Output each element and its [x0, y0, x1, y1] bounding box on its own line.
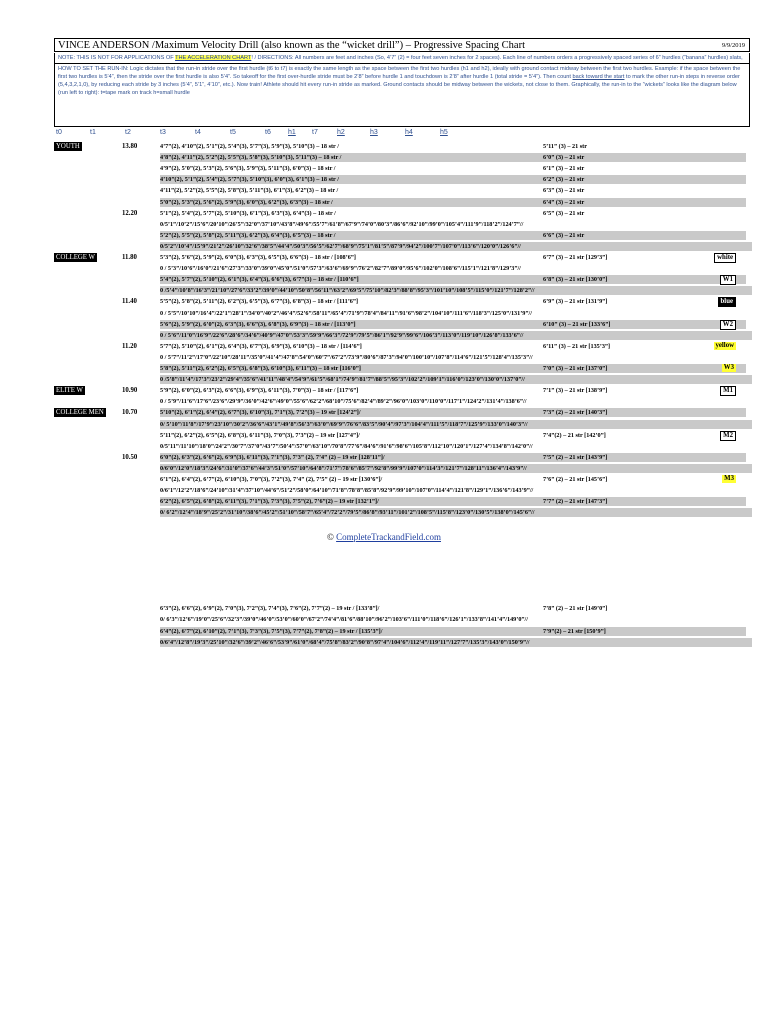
spacing-21-stride: 5’11” (3) – 21 str: [543, 143, 587, 150]
cumulative-distances: 0 /5’8”/11’4”/17’3”/23’2”/29’4”/35’6”/41’11”/48’4”/54’9”/61’5”/68’1”/74’9”/81’7”/88’5”/95’3”/102’2”/109’1”/116’0”/123’0”/130’0”/137’0”//: [160, 375, 752, 384]
spacing-18-stride: 5’8”(2), 5’11”(2), 6’2”(2), 6’5”(3), 6’8”(3), 6’10”(3), 6’11”(3) – 18 str [116’0”]: [160, 364, 540, 373]
cumulative-distances: 0 / 5’5”/10’10”/16’4”/22’1”/28’1”/34’0”/40’2”/46’4”/52’6”/58’11”/65’4”/71’9”/78’4”/84’11”/91’6”/98’2”/104’10”/111’6”/118’3”/125’0”/131’9”//: [160, 309, 532, 317]
cumulative-distances: 0/6’1”/12’2”/18’6”/24’10”/31’4”/37’10”/44’6”/51’2”/58’0”/64’10”/71’8”/78’8”/85’8”/92’9”/99’10”/107’0”/114’4”/121’8”/129’1”/136’6”/143’9”//: [160, 487, 534, 495]
table-row: [54, 320, 754, 329]
document-date: 9/9/2019: [721, 42, 745, 49]
cumulative-distances: 0/6’0”/12’0”/18’3”/24’6”/31’0”/37’6”/44’3”/51’0”/57’10”/64’8”/71’7”/78’6”/85’7”/92’8”/99’9”/107’0”/114’3”/121’7”/128’11”/136’4”/143’9”//: [160, 464, 752, 473]
table-row: [54, 408, 754, 417]
notes-box: [54, 53, 750, 64]
howto-underlined: back toward the start: [572, 74, 625, 81]
table-row: [54, 253, 754, 262]
target-time: 11.80: [122, 254, 137, 261]
howto-box: [54, 64, 750, 127]
color-tag: white: [714, 253, 736, 263]
notes-directions: ! / DIRECTIONS: All numbers are feet and inches (So, 4’7” (2) = four feet seven inches for 2 spaces). Each line of numbers orders a progressively spaced series of 6” hurdles (“banana” hurdles) slats,: [251, 55, 743, 61]
table-row: [54, 153, 754, 162]
table-row: [54, 264, 754, 273]
spacing-18-stride: 5’11”(2), 6’2”(2), 6’5”(2), 6’8”(3), 6’11”(3), 7’0”(3), 7’3”(2) – 19 str [127’4”]/: [160, 431, 360, 439]
table-row: [54, 508, 754, 517]
page-title: VINCE ANDERSON /Maximum Velocity Drill (also known as the “wicket drill”) – Progressive Spacing Chart: [58, 40, 525, 51]
table-row: [54, 420, 754, 429]
target-time: 13.80: [122, 143, 138, 150]
table-row: [54, 497, 754, 506]
cumulative-distances: 0/ 6’3”/12’6”/19’0”/25’6”/32’3”/39’0”/46’0”/53’0”/60’0”/67’2”/74’4”/81’6”/88’10”/96’2”/103’6”/111’0”/118’6”/126’1”/133’8”/141’4”/149’0”//: [160, 616, 528, 624]
table-row: [54, 615, 754, 624]
table-row: [54, 364, 754, 373]
table-row: [54, 231, 754, 240]
table-row: [54, 142, 754, 151]
table-row: [54, 604, 754, 613]
cumulative-distances: 0/ 5’10”/11’8”/17’9”/23’10”/30’2”/36’6”/43’1”/49’8”/56’3”/63’0”/69’9”/76’6”/83’5”/90’4”/97’3”/104’4”/111’5”/118’7”/125’9”/133’0”/140’3”//: [160, 420, 752, 429]
cumulative-distances: 0 /5’4”/10’8”/16’3”/21’10”/27’6”/33’2”/39’0”/44’10”/50’8”/56’11”/63’2”/69’5”/75’10”/82’3”/88’8”/95’3”/101’10”/108’5”/115’0”/121’7”/128’2”//: [160, 286, 752, 295]
timeline-labels: [54, 129, 474, 139]
spacing-18-stride: 5’5”(2), 5’8”(2), 5’11”(2), 6’2”(3), 6’5”(3), 6’7”(3), 6’8”(3) – 18 str / [111’6”]: [160, 298, 359, 306]
cumulative-distances: 0 / 5’6”/11’0”/16’9”/22’6”/28’6”/34’6”/40’9”/47’0”/53’3”/59’9”/66’3”/72’9”/79’5”/86’1”/92’9”/99’6”/106’3”/113’0”/119’10”/126’8”/133’6”//: [160, 331, 752, 340]
cumulative-distances: 0/5’11”/11’10”/18’0”/24’2”/30’7”/37’0”/43’7”/50’4”/57’0”/63’10”/70’8”/77’6”/84’6”/91’6”/98’6”/105’8”/112’10”/120’1”/127’4”/134’8”/142’0”//: [160, 442, 533, 450]
spacing-18-stride: 5’0”(2), 5’3”(2), 5’6”(2), 5’9”(3), 6’0”(3), 6’2”(3), 6’3”(3) – 18 str /: [160, 198, 540, 207]
spacing-21-stride: 6’3” (3) – 21 str: [543, 187, 585, 195]
spacing-18-stride: 6’4”(2), 6’7”(2), 6’10”(2), 7’1”(3), 7’3”(3), 7’5”(3), 7’7”(2), 7’8”(2) – 19 str / [135’3”]/: [160, 627, 540, 636]
target-time: 11.40: [122, 298, 137, 306]
table-row: [54, 375, 754, 384]
cumulative-distances: 0 / 5’3”/10’6”/16’0”/21’6”/27’3”/33’0”/39’0”/45’0”/51’0”/57’3”/63’6”/69’9”/76’2”/82’7”/89’0”/95’6”/102’0”/108’6”/115’1”/121’8”/129’3”//: [160, 265, 521, 273]
spacing-18-stride: 5’9”(2), 6’0”(2), 6’3”(2), 6’6”(3), 6’9”(3), 6’11”(3), 7’0”(3) – 18 str / [117’6”]: [160, 387, 359, 395]
table-row: [54, 464, 754, 473]
spacing-21-stride: 7’1” (3) – 21 str [138’9”]: [543, 387, 608, 395]
spacing-18-stride: 5’7”(2), 5’10”(2), 6’1”(2), 6’4”(3), 6’7”(3), 6’9”(3), 6’10”(3) – 18 str / [114’6”]: [160, 342, 362, 350]
spacing-18-stride: 6’0”(2), 6’3”(2), 6’6”(2), 6’9”(3), 6’11”(3), 7’1”(3), 7’3” (2), 7’4” (2) – 19 str [128’11”]/: [160, 453, 540, 462]
footer: [0, 532, 768, 542]
spacing-21-stride: 6’10” (3) – 21 str [133’6”]: [543, 320, 611, 328]
spacing-18-stride: 5’10”(2), 6’1”(2), 6’4”(2), 6’7”(3), 6’10”(3), 7’1”(3), 7’2”(3) – 19 str [124’2”]/: [160, 408, 540, 417]
cumulative-distances: 0/5’1”/10’2”/15’6”/20’10”/26’5”/32’0”/37’10”/43’8”/49’6”/55’7”/61’8”/67’9”/74’0”/80’3”/86’6”/92’10”/99’0”/105’4”/111’9”/118’2”/124’7”//: [160, 220, 524, 228]
table-row: [54, 286, 754, 295]
spacing-21-stride: 6’0” (3) – 21 str: [543, 154, 585, 162]
table-row: [54, 475, 754, 484]
timeline-label-h2: h2: [337, 129, 345, 136]
spacing-18-stride: 6’2”(2), 6’5”(2), 6’8”(2), 6’11”(3), 7’1”(3), 7’3”(3), 7’5”(2), 7’6”(2) – 19 str [132’1”]/: [160, 497, 540, 506]
cumulative-distances: 0 / 5’9”/11’6”/17’6”/23’6”/29’9”/36’0”/42’6”/49’0”/55’6”/62’2”/68’10”/75’6”/82’4”/89’2”/96’0”/103’0”/110’0”/117’1”/124’2”/131’4”/138’6”//: [160, 398, 527, 406]
table-row: [54, 342, 754, 351]
table-row: [54, 386, 754, 395]
timeline-label-t4: t4: [195, 129, 201, 136]
target-time: 12.20: [122, 209, 138, 217]
table-row: [54, 397, 754, 406]
table-row: [54, 431, 754, 440]
group-label: COLLEGE MEN: [56, 409, 104, 417]
spacing-21-stride: 7’8” (2) – 21 str [149’0”]: [543, 605, 608, 612]
spacing-18-stride: 4’11”(2), 5’2”(2), 5’5”(2), 5’8”(3), 5’11”(3), 6’1”(3), 6’2”(3) – 18 str /: [160, 187, 339, 195]
timeline-label-t0: t0: [56, 129, 62, 136]
howto-text-2: to mark the other run-in steps in reverse order (5,4,3,2,1,0), by reducing each stride by 3 inches (5’4”, 5’1”, 4’10”, etc.). Now train! Athlete should hit every run-in stride as marked. Ground contacts should be midway between the wickets, not close to them. Graphically, the run-in to the “wickets” looks like the diagram below (run left to right): t=tape mark on track h=small hurdle: [58, 74, 740, 97]
spacing-18-stride: 5’6”(2), 5’9”(2), 6’0”(2), 6’3”(3), 6’6”(3), 6’8”(3), 6’9”(3) – 18 str / [113’0”]: [160, 320, 540, 329]
cumulative-distances: 0/ 6’2”/12’4”/18’9”/25’2”/31’10”/38’6”/45’2”/51’10”/58’7”/65’4”/72’2”/79’5”/86’8”/93’11”/101’2”/108’5”/115’8”/123’0”/130’5”/138’0”/145’6”//: [160, 508, 752, 517]
spacing-21-stride: 6’9” (3) – 21 str [131’9”]: [543, 298, 608, 306]
spacing-21-stride: 6’6” (3) – 21 str: [543, 231, 585, 239]
timeline-label-h4: h4: [405, 129, 413, 136]
table-row: [54, 209, 754, 218]
table-row: [54, 353, 754, 362]
timeline-label-t5: t5: [230, 129, 236, 136]
spacing-21-stride: 6’7” (3) – 21 str [129’3”]: [543, 254, 608, 261]
group-label: COLLEGE W: [56, 254, 95, 261]
table-row: [54, 627, 754, 636]
acceleration-chart-link[interactable]: THE ACCELERATION CHART: [175, 55, 252, 61]
table-row: [54, 453, 754, 462]
timeline-label-h3: h3: [370, 129, 378, 136]
color-tag: W2: [720, 320, 736, 330]
footer-link[interactable]: CompleteTrackandField.com: [336, 532, 441, 542]
color-tag: M1: [720, 386, 736, 396]
spacing-21-stride: 6’4” (3) – 21 str: [543, 198, 585, 206]
table-row: [54, 638, 754, 647]
color-tag: M2: [720, 431, 736, 441]
spacing-21-stride: 6’11” (3) – 21 str [135’3”]: [543, 342, 611, 350]
table-row: [54, 220, 754, 229]
title-box: [54, 38, 750, 52]
table-row: [54, 297, 754, 306]
table-row: [54, 175, 754, 184]
timeline-label-h5: h5: [440, 129, 448, 136]
color-tag: blue: [718, 297, 736, 307]
timeline-label-h1: h1: [288, 129, 296, 136]
table-row: [54, 442, 754, 451]
spacing-21-stride: 7’3” (2) – 21 str [140’3”]: [543, 409, 608, 417]
table-row: [54, 186, 754, 195]
spacing-18-stride: 6’3”(2), 6’6”(2), 6’9”(2), 7’0”(3), 7’2”(3), 7’4”(3), 7’6”(2), 7’7”(2) – 19 str / [133’8”]/: [160, 605, 380, 612]
color-tag: yellow: [715, 341, 734, 349]
spacing-21-stride: 7’9”(2) – 21 str [150’9”]: [543, 627, 606, 635]
timeline-label-t7: t7: [312, 129, 318, 136]
table-row: [54, 164, 754, 173]
copyright-symbol: ©: [327, 532, 337, 542]
cumulative-distances: 0/6’4”/12’8”/19’3”/25’10”/32’6”/39’2”/46’6”/53’9”/61’0”/68’4”/75’8”/83’2”/90’8”/97’4”/104’6”/112’4”/119’11”/127’7”/135’3”/143’0”/150’9”//: [160, 638, 752, 647]
table-row: [54, 242, 754, 251]
target-time: 11.20: [122, 342, 137, 350]
cumulative-distances: 0/5’2”/10’4”/15’9”/21’2”/26’10”/32’6”/38’5”/44’4”/50’3”/56’5”/62’7”/68’9”/75’1”/81’5”/87’9”/94’2”/100’7”/107’0”/113’6”/120’0”/126’6”//: [160, 242, 752, 251]
spacing-18-stride: 4’7”(2), 4’10”(2), 5’1”(2), 5’4”(3), 5’7”(3), 5’9”(3), 5’10”(3) – 18 str /: [160, 143, 339, 150]
spacing-21-stride: 7’4”(2) – 21 str [142’0”]: [543, 431, 606, 439]
color-tag: M3: [724, 475, 734, 482]
table-row: [54, 198, 754, 207]
spacing-21-stride: 7’5” (2) – 21 str [143’9”]: [543, 453, 608, 461]
spacing-18-stride: 5’3”(2), 5’6”(2), 5’9”(2), 6’0”(3), 6’3”(3), 6’5”(3), 6’6”(3) – 18 str / [108’6”]: [160, 254, 356, 261]
spacing-18-stride: 5’4”(2), 5’7”(2), 5’10”(2), 6’1”(3), 6’4”(3), 6’6”(3), 6’7”(3) – 18 str / [110’6”]: [160, 275, 540, 284]
table-row: [54, 331, 754, 340]
howto-text-1: HOW TO SET THE RUN-IN: Logic dictates that the run-in stride over the first hurdle (t6 to t7) is exactly the same length as the space between the first two hurdles (h1 and h2), ideally with ground contact midway between the first two hurdles. Example: if the space between the first two hurdles is 5’4”, then the stride over the first hurdle is also 5’4”. So takeoff for the first over-hurdle stride must be 2’8” before hurdle 1 and touchdown is 2’8” after hurdle 1 (total stride = 5’4”). Then count: [58, 66, 741, 81]
target-time: 10.70: [122, 409, 138, 417]
color-tag: W1: [720, 275, 736, 285]
spacing-21-stride: 7’6” (2) – 21 str [145’6”]: [543, 476, 608, 483]
timeline-label-t3: t3: [160, 129, 166, 136]
spacing-21-stride: 6’5” (3) – 21 str: [543, 209, 585, 217]
spacing-18-stride: 4’8”(2), 4’11”(2), 5’2”(2), 5’5”(3), 5’8”(3), 5’10”(3), 5’11”(3) – 18 str /: [160, 153, 540, 162]
cumulative-distances: 0 / 5’7”/11’2”/17’0”/22’10”/28’11”/35’0”/41’4”/47’8”/54’0”/60’7”/67’2”/73’9”/80’6”/87’3”/94’0”/100’10”/107’8”/114’6”/121’5”/128’4”/135’3”//: [160, 353, 533, 361]
group-label: YOUTH: [56, 143, 80, 150]
timeline-label-t1: t1: [90, 129, 96, 136]
spacing-18-stride: 5’2”(2), 5’5”(2), 5’8”(2), 5’11”(3), 6’2”(3), 6’4”(3), 6’5”(3) – 18 str /: [160, 231, 540, 240]
spacing-18-stride: 5’1”(2), 5’4”(2), 5’7”(2), 5’10”(3), 6’1”(3), 6’3”(3), 6’4”(3) – 18 str /: [160, 209, 336, 217]
notes-prefix: NOTE: THIS IS NOT FOR APPLICATIONS OF: [58, 55, 176, 61]
spacing-21-stride: 7’0” (3) – 21 str [137’0”]: [543, 365, 608, 372]
spacing-18-stride: 4’9”(2), 5’0”(2), 5’3”(2), 5’6”(3), 5’9”(3), 5’11”(3), 6’0”(3) – 18 str /: [160, 165, 336, 173]
spacing-18-stride: 6’1”(2), 6’4”(2), 6’7”(2), 6’10”(3), 7’0”(3), 7’2”(3), 7’4” (2), 7’5” (2) – 19 str [130’6”]/: [160, 476, 383, 483]
spacing-21-stride: 6’8” (3) – 21 str [130’0”]: [543, 276, 608, 284]
spacing-21-stride: 6’1” (3) – 21 str: [543, 165, 585, 173]
target-time: 10.90: [122, 387, 138, 395]
timeline-label-t2: t2: [125, 129, 131, 136]
timeline-label-t6: t6: [265, 129, 271, 136]
table-row: [54, 275, 754, 284]
group-label: ELITE W: [56, 387, 83, 395]
color-tag: W3: [723, 364, 734, 371]
spacing-21-stride: 6’2” (3) – 21 str: [543, 176, 585, 184]
table-row: [54, 309, 754, 318]
table-row: [54, 486, 754, 495]
spacing-18-stride: 4’10”(2), 5’1”(2), 5’4”(2), 5’7”(3), 5’10”(3), 6’0”(3), 6’1”(3) – 18 str /: [160, 175, 540, 184]
target-time: 10.50: [122, 453, 138, 461]
spacing-21-stride: 7’7” (2) – 21 str [147’3”]: [543, 498, 608, 506]
